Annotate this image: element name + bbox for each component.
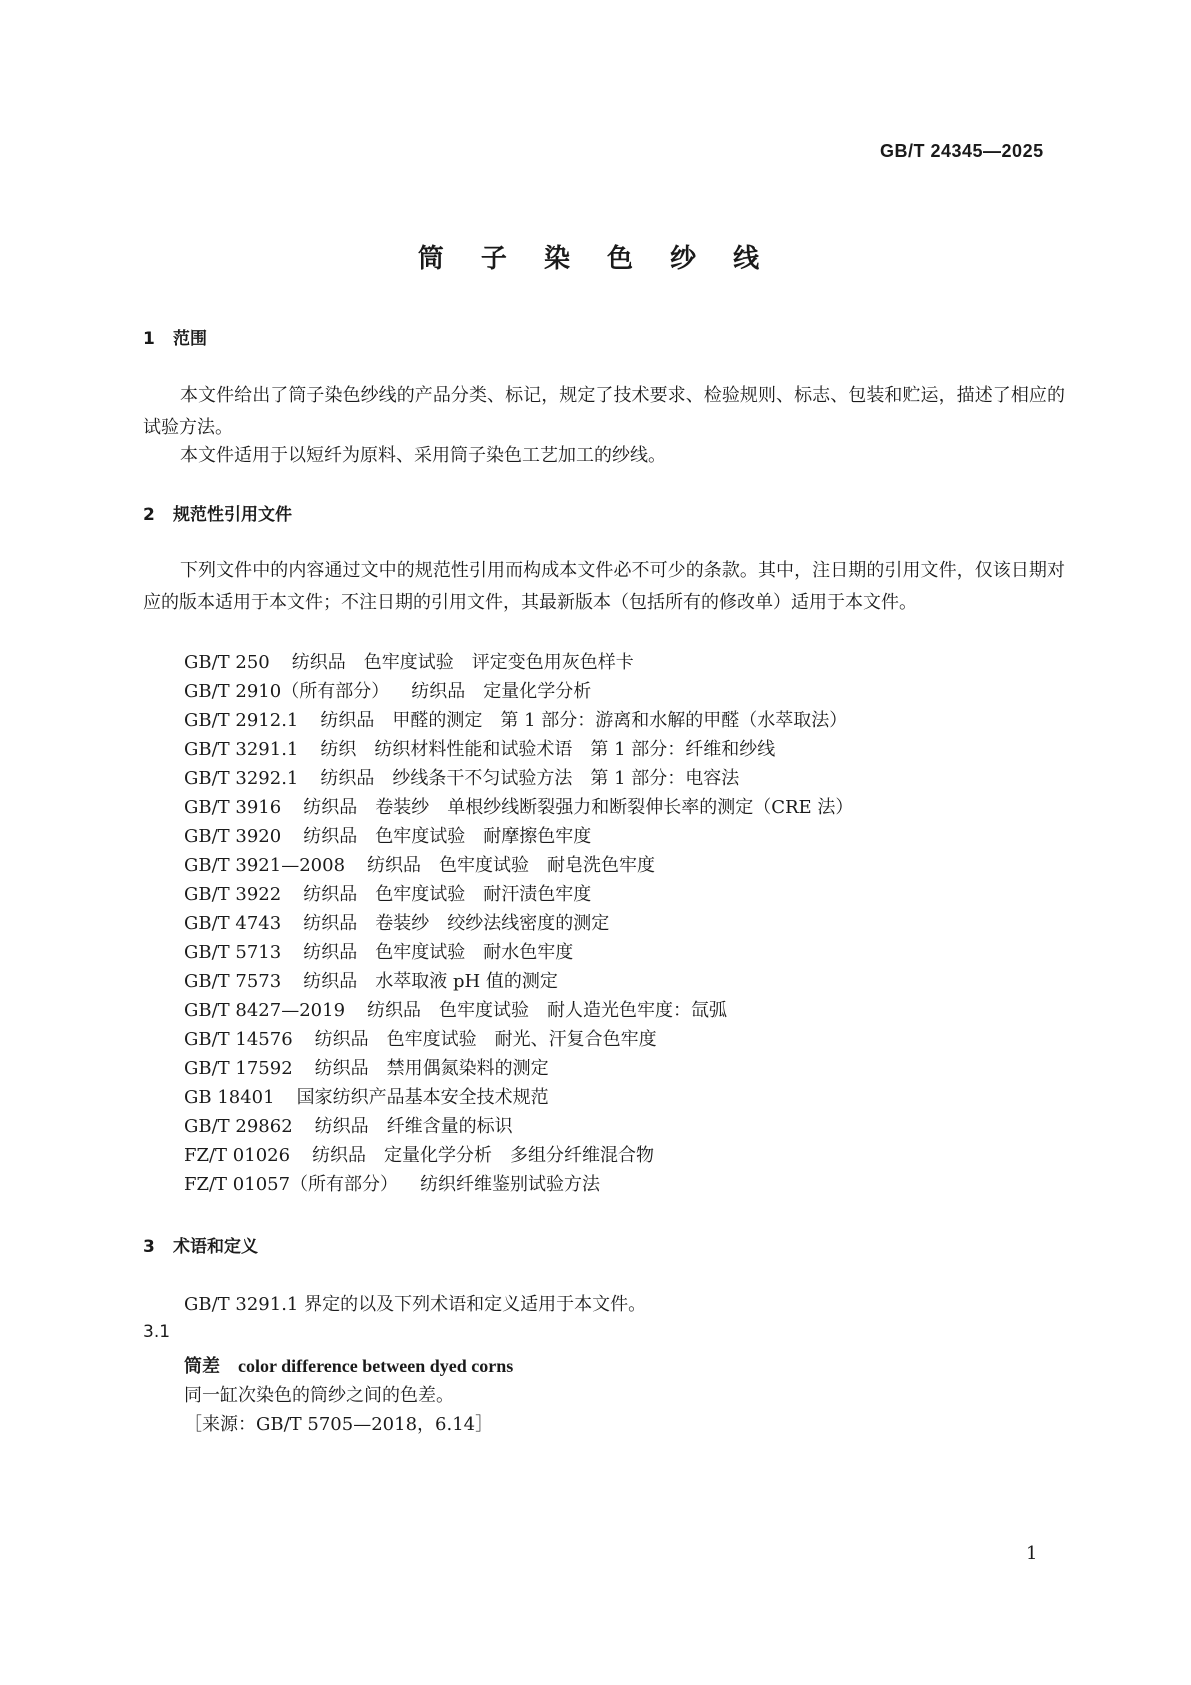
reference-item: [184, 764, 739, 790]
reference-title: 纺织品 定量化学分析 多组分纤维混合物: [312, 1145, 655, 1166]
reference-title: 纺织品 甲醛的测定 第 1 部分：游离和水解的甲醛（水萃取法）: [320, 710, 848, 731]
reference-code: GB 18401: [184, 1087, 275, 1108]
reference-item: [184, 1083, 549, 1109]
reference-title: 纺织品 纤维含量的标识: [314, 1116, 513, 1137]
section-1-heading: [143, 324, 207, 349]
reference-title: 纺织品 卷装纱 绞纱法线密度的测定: [303, 913, 610, 934]
reference-code: FZ/T 01026: [184, 1145, 291, 1166]
reference-code: GB/T 2910（所有部分）: [184, 681, 390, 702]
reference-item: [184, 735, 775, 761]
reference-item: [184, 880, 591, 906]
reference-item: [184, 967, 558, 993]
reference-code: GB/T 29862: [184, 1116, 293, 1137]
reference-code: GB/T 3292.1: [184, 768, 299, 789]
reference-code: GB/T 4743: [184, 913, 282, 934]
reference-item: [184, 1054, 549, 1080]
reference-item: [184, 648, 634, 674]
reference-item: [184, 909, 609, 935]
reference-title: 纺织品 色牢度试验 耐汗渍色牢度: [303, 884, 592, 905]
section-number: 2: [143, 505, 155, 525]
page-number: 1: [1026, 1543, 1038, 1564]
reference-title: 纺织品 色牢度试验 耐摩擦色牢度: [303, 826, 592, 847]
section-title: 规范性引用文件: [173, 505, 292, 525]
reference-code: GB/T 5713: [184, 942, 282, 963]
reference-title: 纺织品 色牢度试验 评定变色用灰色样卡: [291, 652, 634, 673]
reference-code: GB/T 3916: [184, 797, 282, 818]
reference-code: GB/T 3921—2008: [184, 855, 346, 876]
reference-title: 纺织 纺织材料性能和试验术语 第 1 部分：纤维和纱线: [320, 739, 776, 760]
section-title: 术语和定义: [173, 1237, 258, 1257]
scope-paragraph: 本文件给出了筒子染色纱线的产品分类、标记，规定了技术要求、检验规则、标志、包装和贮运，描述了相应的试验方法。: [143, 385, 1065, 438]
reference-item: [184, 851, 655, 877]
section-2-heading: [143, 500, 292, 525]
terms-intro: GB/T 3291.1 界定的以及下列术语和定义适用于本文件。: [184, 1294, 647, 1315]
document-title: 筒 子 染 色 纱 线: [417, 244, 774, 274]
reference-item: [184, 1025, 657, 1051]
reference-code: GB/T 3922: [184, 884, 282, 905]
section-number: 1: [143, 329, 155, 349]
term-name-zh: 筒差: [184, 1356, 220, 1377]
reference-code: FZ/T 01057（所有部分）: [184, 1174, 399, 1195]
term-name-en: color difference between dyed corns: [238, 1356, 514, 1376]
section-3-heading: [143, 1232, 258, 1257]
section-title: 范围: [173, 329, 207, 349]
reference-title: 纺织品 水萃取液 pH 值的测定: [303, 971, 558, 992]
reference-title: 纺织品 纱线条干不匀试验方法 第 1 部分：电容法: [320, 768, 740, 789]
reference-title: 纺织品 色牢度试验 耐人造光色牢度：氙弧: [367, 1000, 728, 1021]
reference-title: 国家纺织产品基本安全技术规范: [296, 1087, 549, 1108]
reference-code: GB/T 3920: [184, 826, 282, 847]
standard-code: GB/T 24345—2025: [880, 141, 1044, 161]
reference-item: [184, 793, 853, 819]
reference-code: GB/T 250: [184, 652, 270, 673]
reference-title: 纺织品 色牢度试验 耐水色牢度: [303, 942, 574, 963]
section-number: 3: [143, 1237, 155, 1257]
term-number: 3.1: [143, 1322, 171, 1342]
scope-applicability-paragraph: 本文件适用于以短纤为原料、采用筒子染色工艺加工的纱线。: [180, 445, 666, 466]
term-source: ［来源：GB/T 5705—2018，6.14］: [184, 1414, 494, 1435]
reference-title: 纺织品 色牢度试验 耐光、汗复合色牢度: [314, 1029, 657, 1050]
reference-item: [184, 706, 847, 732]
reference-code: GB/T 2912.1: [184, 710, 299, 731]
reference-item: [184, 1170, 600, 1196]
reference-code: GB/T 14576: [184, 1029, 293, 1050]
reference-title: 纺织品 色牢度试验 耐皂洗色牢度: [367, 855, 656, 876]
term-definition: 同一缸次染色的筒纱之间的色差。: [184, 1385, 454, 1406]
references-intro: 下列文件中的内容通过文中的规范性引用而构成本文件必不可少的条款。其中，注日期的引用文件，仅该日期对应的版本适用于本文件；不注日期的引用文件，其最新版本（包括所有的修改单）适用于本文件。: [143, 560, 1065, 613]
reference-code: GB/T 17592: [184, 1058, 293, 1079]
reference-item: [184, 938, 573, 964]
reference-code: GB/T 8427—2019: [184, 1000, 346, 1021]
reference-title: 纺织品 定量化学分析: [411, 681, 592, 702]
reference-code: GB/T 7573: [184, 971, 282, 992]
reference-item: [184, 996, 727, 1022]
reference-item: [184, 1112, 513, 1138]
reference-code: GB/T 3291.1: [184, 739, 299, 760]
reference-item: [184, 822, 591, 848]
reference-title: 纺织品 卷装纱 单根纱线断裂强力和断裂伸长率的测定（CRE 法）: [303, 797, 854, 818]
reference-item: [184, 1141, 654, 1167]
reference-item: [184, 677, 591, 703]
reference-title: 纺织纤维鉴别试验方法: [420, 1174, 601, 1195]
reference-title: 纺织品 禁用偶氮染料的测定: [314, 1058, 549, 1079]
term-name: [184, 1352, 513, 1378]
